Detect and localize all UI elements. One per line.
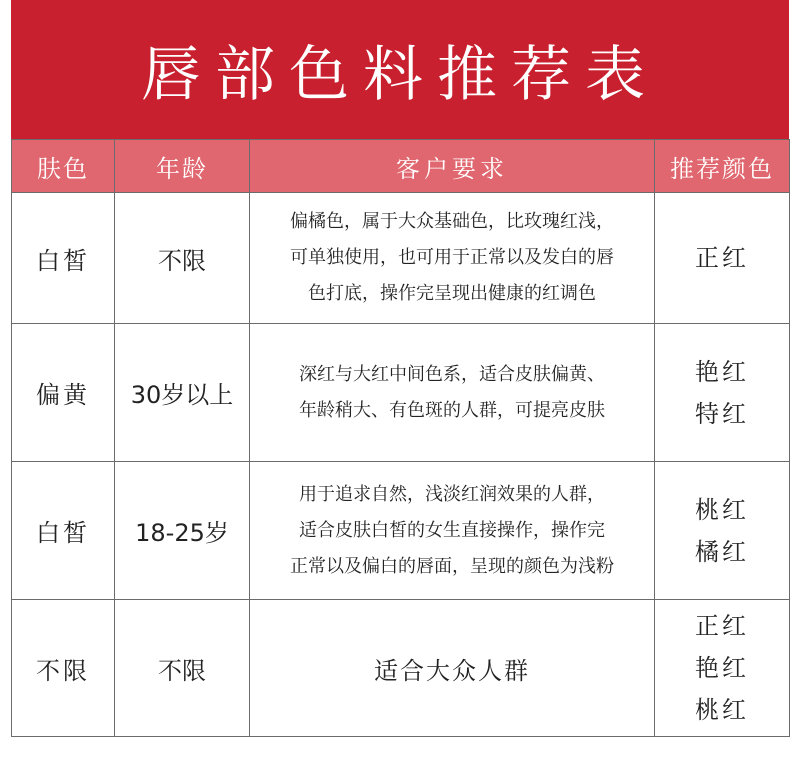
requirement-line: 色打底，操作完呈现出健康的红调色 [308, 283, 596, 304]
recommended-color-cell [655, 462, 790, 600]
lip-color-table [11, 139, 790, 737]
requirement-line: 深红与大红中间色系，适合皮肤偏黄、 [299, 363, 605, 385]
requirement-cell [250, 324, 655, 462]
skin-cell: 不限 [12, 600, 115, 737]
recommended-color-cell [655, 324, 790, 462]
color-name: 艳红 [695, 357, 749, 386]
age-cell: 不限 [115, 193, 250, 324]
requirement-cell [250, 462, 655, 600]
header-requirement: 客户要求 [250, 140, 655, 193]
requirement-line: 偏橘色，属于大众基础色，比玫瑰红浅， [290, 211, 614, 232]
requirement-cell [250, 193, 655, 324]
table-row [12, 462, 790, 600]
requirement-cell [250, 600, 655, 737]
age-cell: 不限 [115, 600, 250, 737]
recommended-color-cell [655, 193, 790, 324]
header-age: 年龄 [115, 140, 250, 193]
requirement-line: 可单独使用，也可用于正常以及发白的唇 [290, 247, 614, 268]
table-row [12, 324, 790, 462]
header-skin: 肤色 [12, 140, 115, 193]
age-cell: 18-25岁 [115, 462, 250, 600]
skin-cell: 白皙 [12, 193, 115, 324]
skin-cell: 白皙 [12, 462, 115, 600]
requirement-line: 适合大众人群 [374, 656, 530, 685]
recommended-color-cell [655, 600, 790, 737]
color-name: 橘红 [695, 537, 749, 566]
color-name: 正红 [695, 244, 749, 272]
color-name: 正红 [695, 612, 749, 640]
color-name: 桃红 [695, 495, 749, 524]
skin-cell: 偏黄 [12, 324, 115, 462]
header-recommended-color: 推荐颜色 [655, 140, 790, 193]
color-name: 特红 [695, 399, 749, 428]
page-title: 唇部色料推荐表 [11, 0, 789, 139]
table-header-row [12, 140, 790, 193]
table-row [12, 193, 790, 324]
table-row [12, 600, 790, 737]
requirement-line: 年龄稍大、有色斑的人群，可提亮皮肤 [299, 399, 605, 421]
color-name: 艳红 [695, 654, 749, 682]
age-cell: 30岁以上 [115, 324, 250, 462]
requirement-line: 用于追求自然，浅淡红润效果的人群， [299, 483, 605, 505]
color-name: 桃红 [695, 696, 749, 724]
requirement-line: 正常以及偏白的唇面，呈现的颜色为浅粉 [290, 555, 614, 577]
recommendation-sheet [11, 0, 789, 737]
requirement-line: 适合皮肤白皙的女生直接操作，操作完 [299, 519, 605, 541]
